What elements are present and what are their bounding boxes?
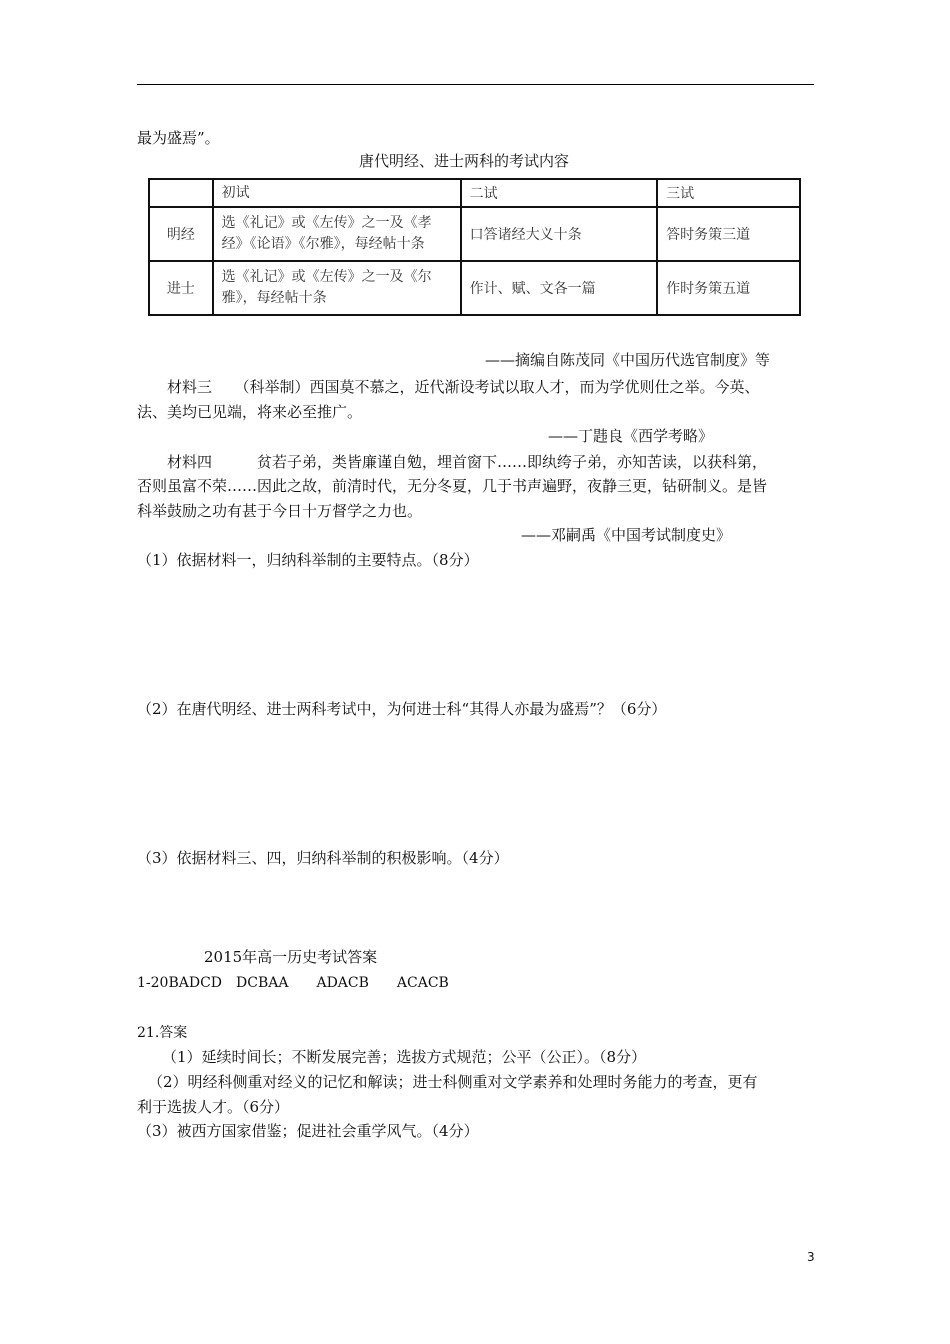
question-1: （1）依据材料一，归纳科举制的主要特点。（8分）: [137, 551, 479, 569]
table-header-cell: 二试: [461, 179, 657, 207]
table-source: ——摘编自陈茂同《中国历代选官制度》等: [485, 351, 771, 369]
table-caption: 唐代明经、进士两科的考试内容: [359, 152, 570, 170]
answer-1: （1）延续时间长；不断发展完善；选拔方式规范；公平（公正）。（8分）: [162, 1048, 647, 1066]
second-exam-cell: 口答诸经大义十条: [461, 207, 657, 261]
exam-content-table: [148, 178, 801, 316]
third-exam-cell: 作时务策五道: [657, 261, 800, 315]
third-exam-cell: 答时务策三道: [657, 207, 800, 261]
material3-source: ——丁韪良《西学考略》: [548, 427, 714, 445]
answer-2-line: 利于选拔人才。（6分）: [137, 1098, 290, 1116]
answer-3: （3）被西方国家借鉴；促进社会重学风气。（4分）: [137, 1122, 479, 1140]
answers-title: 2015年高一历史考试答案: [204, 948, 378, 966]
header-rule: [137, 84, 814, 85]
page-number: 3: [807, 1250, 815, 1264]
material4-line: 材料四 贫若子弟，类皆廉谨自勉，埋首窗下……即纨绔子弟，亦知苦读，以获科第，: [167, 453, 768, 471]
cell-line: 选《礼记》或《左传》之一及《尔: [221, 269, 432, 285]
answer-2-line: （2）明经科侧重对经义的记忆和解读；进士科侧重对文学素养和处理时务能力的考查，更有: [148, 1073, 758, 1091]
choice-answers: 1-20BADCD DCBAA ADACB ACACB: [137, 975, 449, 991]
table-row: [149, 261, 800, 315]
material4-line: 否则虽富不荣……因此之故，前清时代，无分冬夏，几于书声遍野，夜静三更，钻研制义。是皆: [137, 477, 768, 495]
cell-line: 经》《论语》《尔雅》，每经帖十条: [221, 236, 425, 252]
table-header-cell: 初试: [213, 179, 461, 207]
row-label: 进士: [149, 261, 213, 315]
question-2: （2）在唐代明经、进士两科考试中，为何进士科“其得人亦最为盛焉”？（6分）: [137, 700, 667, 718]
continuation-text: 最为盛焉”。: [137, 129, 220, 147]
first-exam-cell: [213, 207, 461, 261]
material4-line: 科举鼓励之功有甚于今日十万督学之力也。: [137, 502, 423, 520]
table-header-row: [149, 179, 800, 207]
first-exam-cell: [213, 261, 461, 315]
table-header-cell: 三试: [657, 179, 800, 207]
cell-line: 选《礼记》或《左传》之一及《孝: [221, 215, 432, 231]
table-header-cell: [149, 179, 213, 207]
cell-line: 雅》，每经帖十条: [221, 290, 327, 306]
material3-line: 材料三 （科举制）西国莫不慕之，近代渐设考试以取人才，而为学优则仕之举。今英、: [167, 378, 760, 396]
question-3: （3）依据材料三、四，归纳科举制的积极影响。（4分）: [137, 849, 509, 867]
second-exam-cell: 作计、赋、文各一篇: [461, 261, 657, 315]
material4-source: ——邓嗣禹《中国考试制度史》: [521, 526, 732, 544]
material3-line: 法、美均已见端，将来必至推广。: [137, 403, 363, 421]
row-label: 明经: [149, 207, 213, 261]
q21-label: 21.答案: [137, 1025, 188, 1041]
table-row: [149, 207, 800, 261]
